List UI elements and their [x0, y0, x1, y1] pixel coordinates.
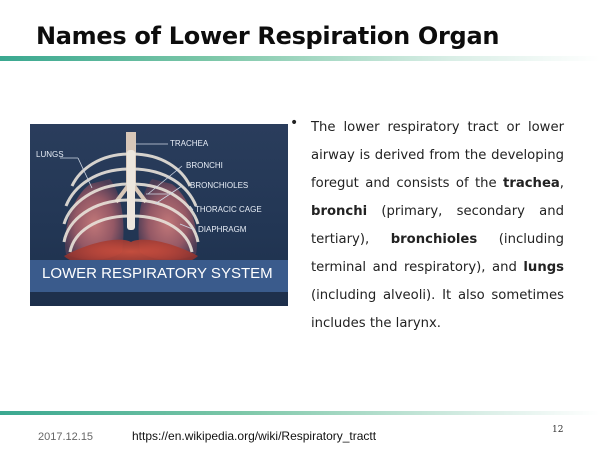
footer-divider [0, 411, 600, 415]
label-thoracic-cage: THORACIC CAGE [195, 205, 262, 214]
bullet-paragraph [311, 114, 564, 338]
text-segment: (including terminal and respiratory), and [311, 232, 564, 275]
slide-date: 2017.12.15 [38, 431, 94, 443]
term-bronchioles: bronchioles [390, 232, 478, 247]
label-bronchioles: BRONCHIOLES [190, 181, 249, 190]
respiratory-system-illustration [30, 124, 288, 306]
title-divider [0, 56, 600, 61]
source-link[interactable]: https://en.wikipedia.org/wiki/Respiratory_tractt [132, 429, 377, 443]
term-bronchi: bronchi [311, 204, 368, 219]
slide-title: Names of Lower Respiration Organ [36, 22, 500, 50]
text-segment: (including alveoli). It also sometimes includes the larynx. [311, 288, 564, 331]
bullet-marker: • [290, 115, 299, 131]
text-segment: (primary, secondary and tertiary), [311, 204, 564, 247]
label-trachea: TRACHEA [170, 139, 209, 148]
term-lungs: lungs [523, 260, 564, 275]
term-trachea: trachea [503, 176, 560, 191]
page-number: 12 [552, 425, 564, 435]
text-segment: , [559, 176, 564, 191]
label-lungs: LUNGS [36, 150, 64, 159]
figure-caption: LOWER RESPIRATORY SYSTEM [42, 265, 273, 282]
text-segment: The lower respiratory tract or lower airway is derived from the developing foregut and consists of the [311, 120, 564, 191]
label-diaphragm: DIAPHRAGM [198, 225, 247, 234]
label-bronchi: BRONCHI [186, 161, 223, 170]
